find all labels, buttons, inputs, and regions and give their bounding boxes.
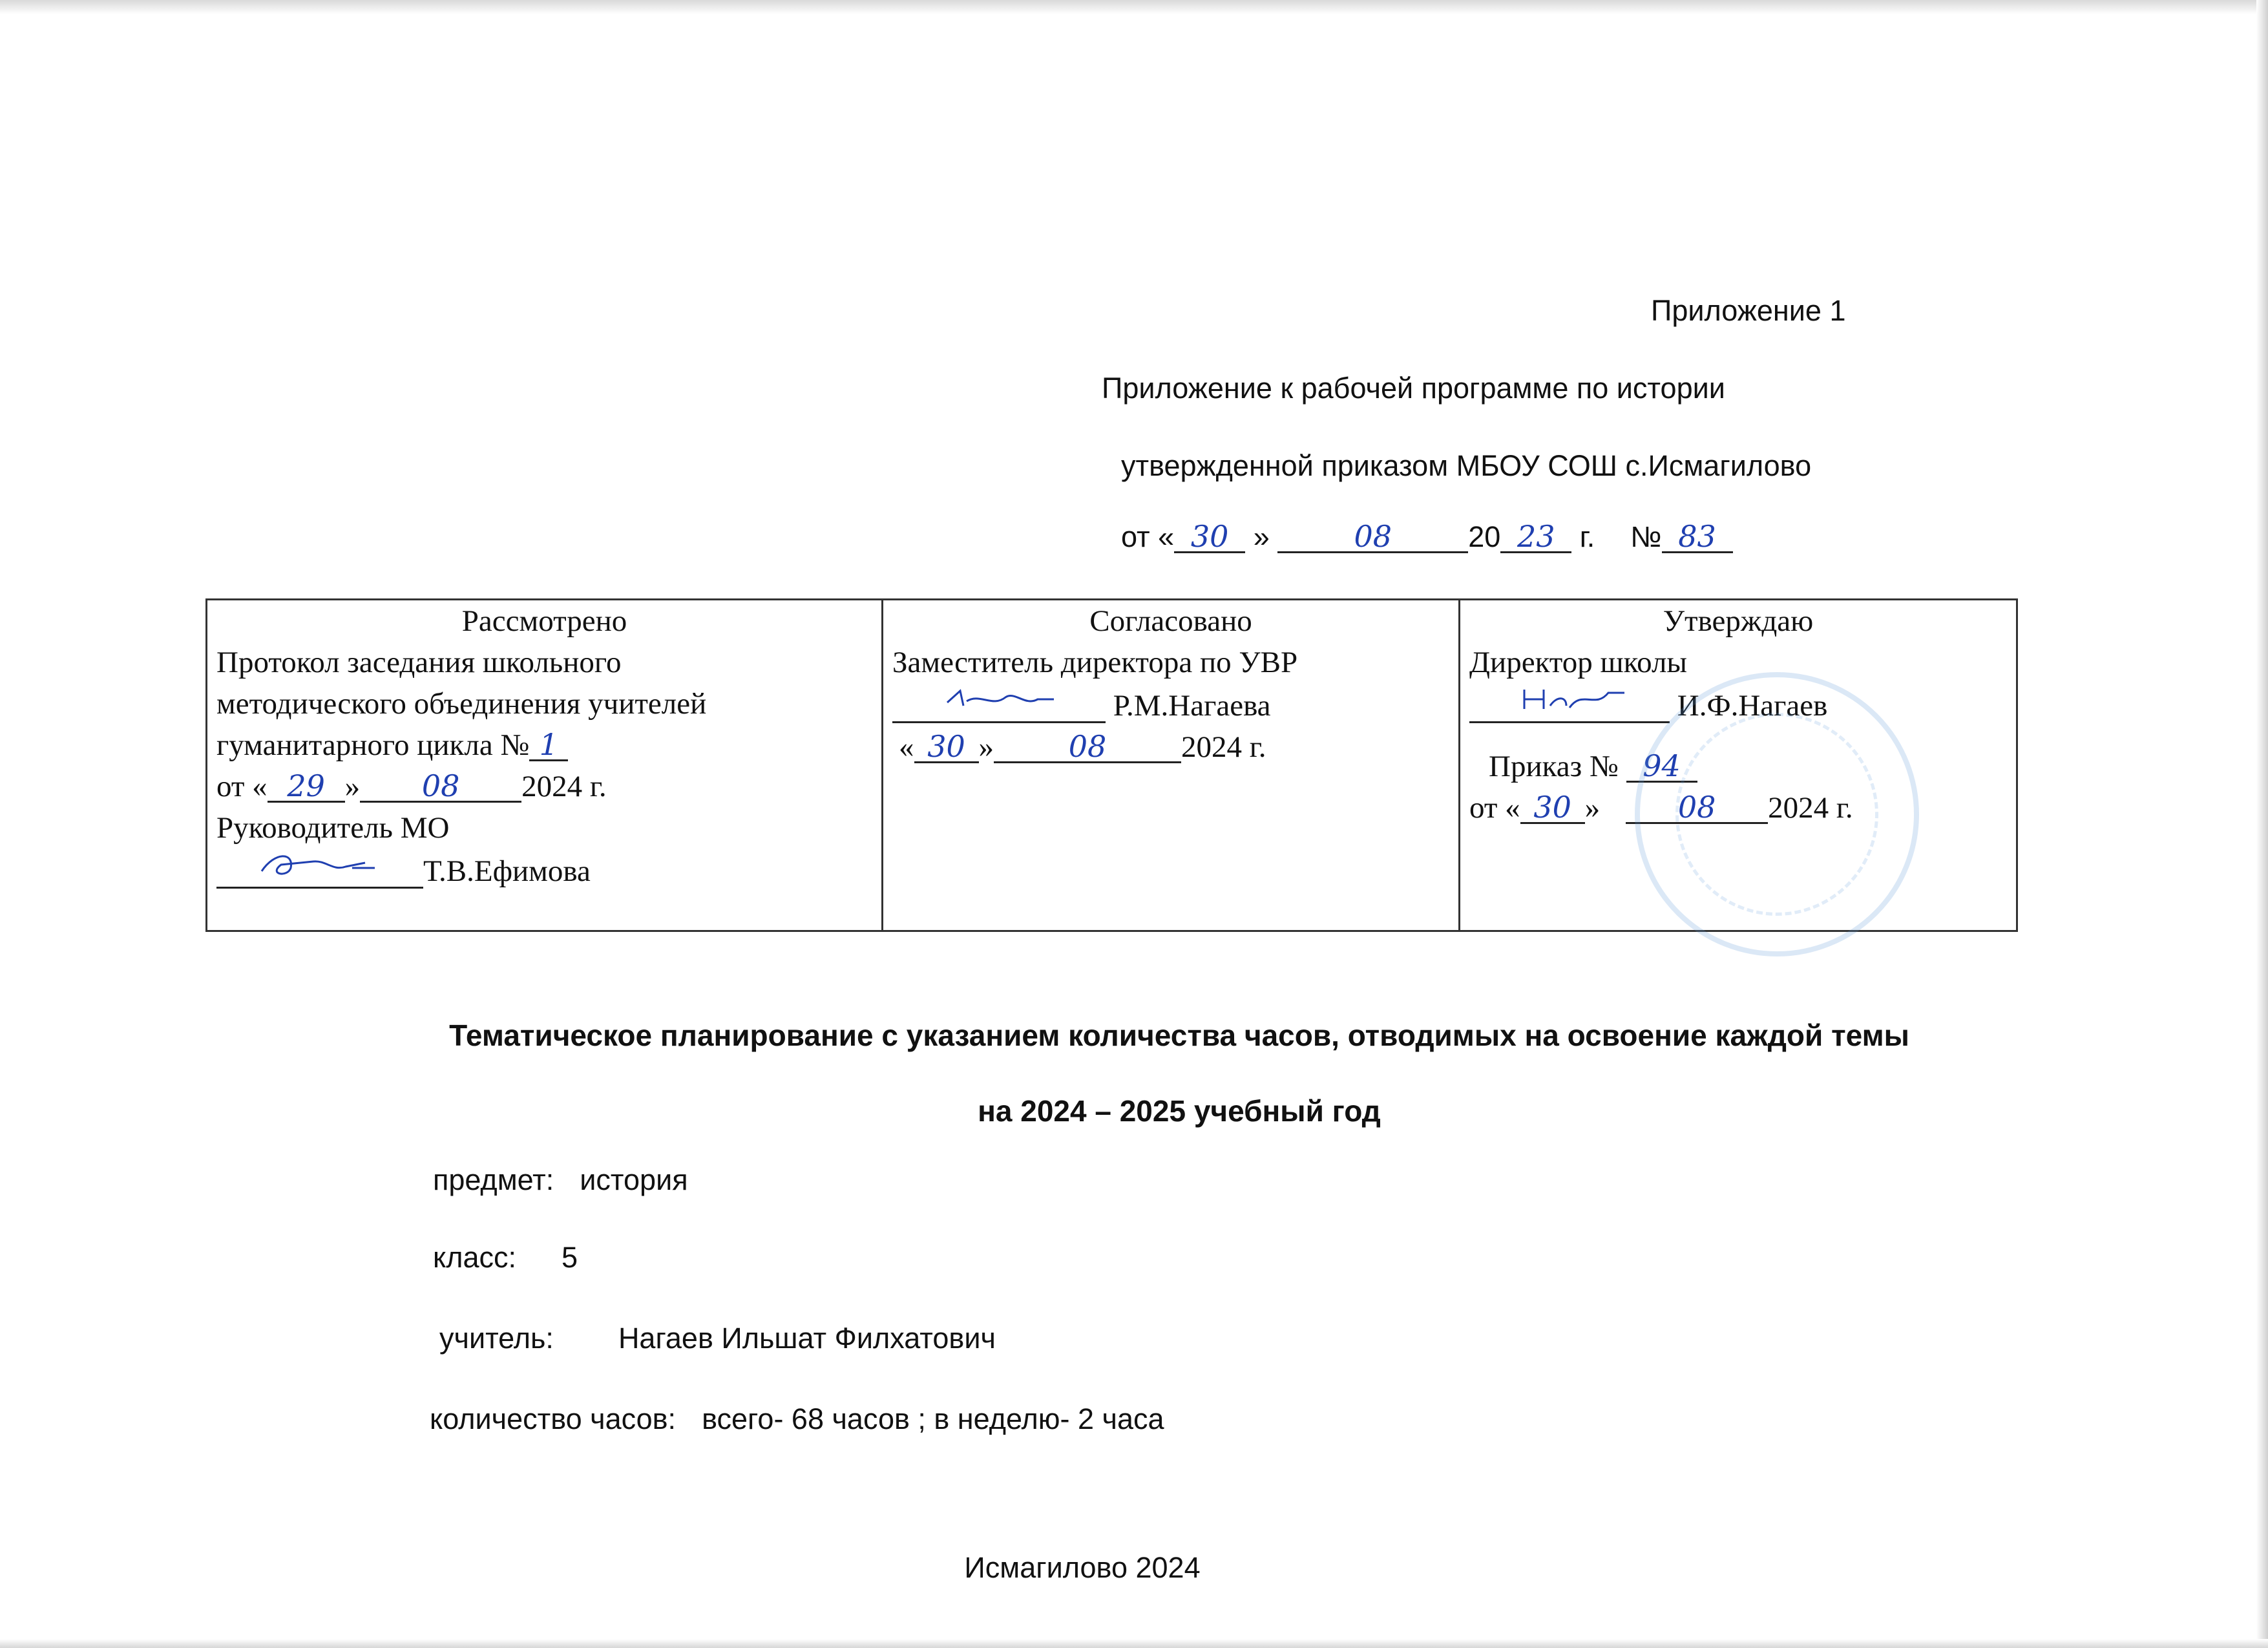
reviewed-date-prefix: от «: [216, 770, 268, 803]
reviewed-date-year: 2024 г.: [521, 770, 607, 803]
agreed-date: [892, 726, 1449, 768]
reviewed-line2: методического объединения учителей: [216, 687, 707, 721]
reviewed-line1: Протокол заседания школьного: [216, 646, 622, 679]
agreed-date-sep: »: [978, 730, 994, 764]
agreed-date-prefix: «: [899, 730, 914, 764]
order-no-prefix: №: [1630, 520, 1662, 553]
reviewed-date: [216, 766, 872, 807]
scan-edge-bottom: [0, 1639, 2268, 1648]
approved-by-order: утвержденной приказом МБОУ СОШ с.Исмагилово: [1121, 449, 1812, 482]
agreed-date-month: 08: [994, 732, 1181, 763]
approved-order-no: 94: [1626, 751, 1697, 783]
appendix-title: Приложение к рабочей программе по истории: [1102, 372, 1725, 405]
appendix-number: Приложение 1: [1651, 294, 1846, 327]
approved-date-year: 2024 г.: [1768, 791, 1853, 825]
teacher-label: учитель:: [439, 1322, 554, 1355]
approved-heading: Утверждаю: [1663, 604, 1814, 638]
agreed-heading: Согласовано: [1089, 604, 1252, 638]
reviewed-protocol-no: 1: [529, 730, 568, 761]
approved-name: И.Ф.Нагаев: [1677, 689, 1828, 723]
signature-efimova: [255, 849, 384, 881]
hours-row: [430, 1402, 1164, 1436]
approved-date-sep: »: [1584, 791, 1601, 825]
order-year: 23: [1500, 522, 1571, 553]
reviewed-head-name: Т.В.Ефимова: [423, 854, 591, 888]
order-prefix: от «: [1121, 520, 1175, 553]
grade-value: 5: [561, 1241, 578, 1274]
order-sep: »: [1245, 520, 1278, 553]
grade-label: класс:: [433, 1241, 516, 1274]
approval-reviewed-column: [207, 600, 881, 930]
agreed-position: Заместитель директора по УВР: [892, 646, 1298, 679]
subject-row: [433, 1163, 688, 1197]
order-month: 08: [1277, 522, 1468, 553]
teacher-row: [439, 1322, 996, 1355]
subject-label: предмет:: [433, 1163, 554, 1196]
school-stamp: [1635, 672, 1919, 956]
signature-nagaeva: [934, 683, 1064, 715]
document-title: Тематическое планирование с указанием количества часов, отводимых на освоение каждой темы: [449, 1019, 1909, 1052]
approval-agreed-column: [881, 600, 1458, 930]
grade-row: [433, 1241, 578, 1274]
hours-value: всего- 68 часов ; в неделю- 2 часа: [702, 1402, 1164, 1435]
agreed-signature-line: [892, 683, 1449, 726]
reviewed-date-month: 08: [360, 771, 521, 803]
order-year-prefix: 20: [1468, 520, 1501, 553]
teacher-value: Нагаев Ильшат Филхатович: [618, 1322, 996, 1355]
approved-order-label: Приказ №: [1489, 750, 1619, 783]
reviewed-date-sep: »: [344, 770, 361, 803]
approved-date-prefix: от «: [1469, 791, 1520, 825]
reviewed-head-title: Руководитель МО: [216, 811, 450, 845]
order-day: 30: [1174, 522, 1245, 553]
agreed-date-year: 2024 г.: [1181, 730, 1266, 764]
scan-edge-right: [2256, 0, 2268, 1648]
reviewed-head-signature: [216, 849, 872, 892]
reviewed-line3: [216, 724, 872, 766]
approved-date-day: 30: [1520, 792, 1585, 824]
approved-position: Директор школы: [1469, 646, 1688, 679]
signature-nagaev: [1505, 683, 1634, 715]
reviewed-heading: Рассмотрено: [461, 604, 627, 638]
reviewed-date-day: 29: [268, 771, 345, 803]
agreed-date-day: 30: [914, 732, 979, 763]
approved-date-month: 08: [1626, 792, 1768, 824]
scan-edge-top: [0, 0, 2268, 14]
footer-place-year: Исмагилово 2024: [964, 1551, 1201, 1584]
subject-value: история: [580, 1163, 688, 1196]
agreed-name: Р.М.Нагаева: [1113, 689, 1271, 723]
reviewed-line3-text: гуманитарного цикла №: [216, 728, 530, 762]
hours-label: количество часов:: [430, 1402, 677, 1435]
order-no: 83: [1662, 522, 1733, 553]
order-year-suffix: г.: [1571, 520, 1595, 553]
document-subtitle: на 2024 – 2025 учебный год: [978, 1094, 1381, 1128]
order-line: [1121, 520, 1733, 554]
